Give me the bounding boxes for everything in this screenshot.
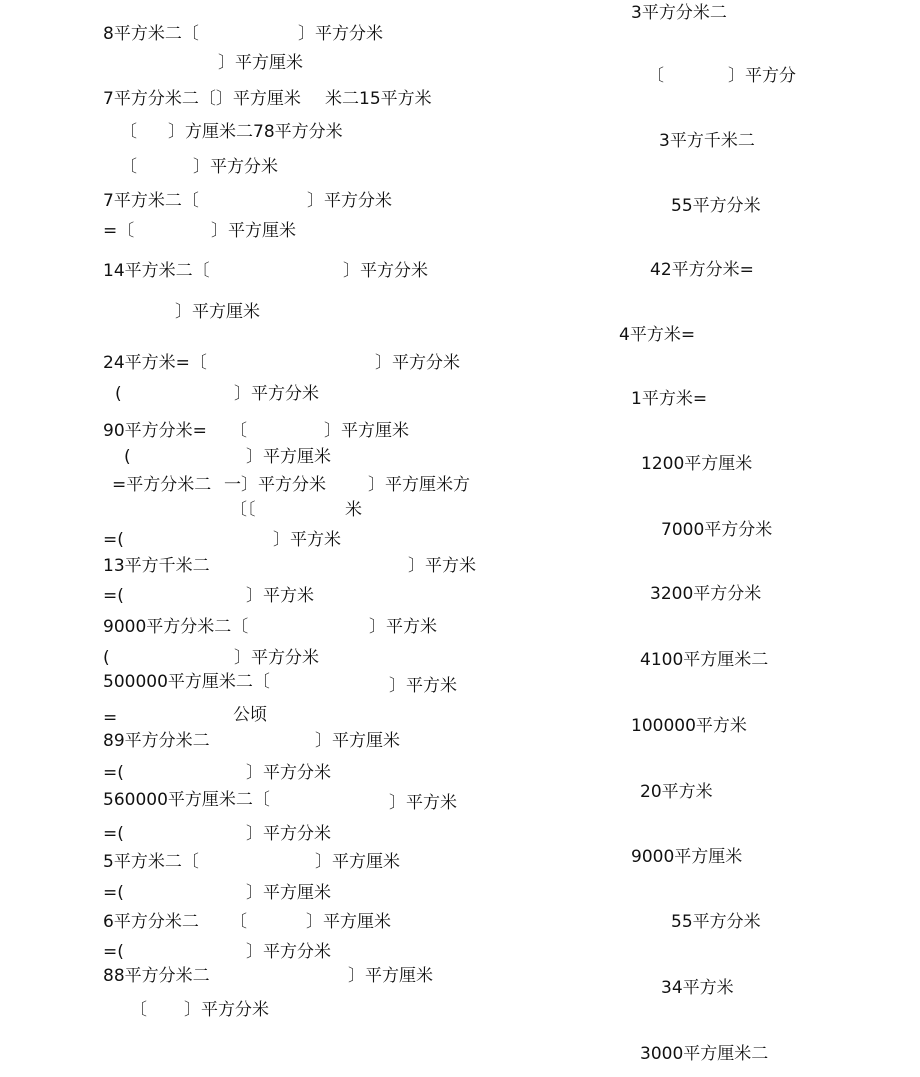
- left-text-9: 〕平方分米: [193, 157, 278, 177]
- left-text-14: 14平方米二〔: [103, 261, 210, 281]
- left-text-60: =(: [103, 942, 124, 962]
- right-text-17: 34平方米: [661, 978, 734, 998]
- left-text-57: 6平方分米二: [103, 912, 199, 932]
- right-text-13: 100000平方米: [631, 716, 747, 736]
- left-text-59: 〕平方厘米: [306, 912, 391, 932]
- left-text-19: (: [115, 384, 122, 404]
- left-text-29: 〔〔: [230, 500, 256, 520]
- right-text-7: 4平方米=: [619, 325, 696, 345]
- left-text-7: 〕方厘米二78平方分米: [168, 122, 343, 142]
- left-text-30: 米: [345, 500, 362, 520]
- right-text-4: 3平方千米二: [659, 131, 755, 151]
- left-text-40: 〕平方分米: [234, 648, 319, 668]
- right-text-6: 42平方分米=: [650, 260, 754, 280]
- left-text-22: 〔: [230, 421, 247, 441]
- right-text-16: 55平方分米: [671, 912, 761, 932]
- left-text-43: =: [103, 708, 118, 728]
- left-text-21: 90平方分米=: [103, 421, 207, 441]
- left-text-49: 560000平方厘米二〔: [103, 790, 270, 810]
- left-text-39: (: [103, 648, 110, 668]
- left-text-24: (: [124, 447, 131, 467]
- left-text-48: 〕平方分米: [246, 763, 331, 783]
- left-text-27: 一〕平方分米: [224, 475, 326, 495]
- left-text-32: 〕平方米: [273, 530, 341, 550]
- left-text-54: 〕平方厘米: [315, 852, 400, 872]
- left-text-10: 7平方米二〔: [103, 191, 199, 211]
- right-text-5: 55平方分米: [671, 196, 761, 216]
- right-text-12: 4100平方厘米二: [640, 650, 769, 670]
- left-text-51: =(: [103, 824, 124, 844]
- left-text-15: 〕平方分米: [343, 261, 428, 281]
- left-text-12: =〔: [103, 221, 135, 241]
- left-text-53: 5平方米二〔: [103, 852, 199, 872]
- left-text-16: 〕平方厘米: [175, 302, 260, 322]
- left-text-46: 〕平方厘米: [315, 731, 400, 751]
- left-text-3: 〕平方厘米: [218, 53, 303, 73]
- left-text-52: 〕平方分米: [246, 824, 331, 844]
- left-text-41: 500000平方厘米二〔: [103, 672, 270, 692]
- left-text-58: 〔: [230, 912, 247, 932]
- left-text-8: 〔: [120, 157, 137, 177]
- left-text-31: =(: [103, 530, 124, 550]
- left-text-28: 〕平方厘米方: [368, 475, 470, 495]
- left-text-26: =平方分米二: [112, 475, 212, 495]
- left-text-42: 〕平方米: [389, 676, 457, 696]
- left-text-4: 7平方分米二〔〕平方厘米: [103, 89, 301, 109]
- left-text-20: 〕平方分米: [234, 384, 319, 404]
- left-text-2: 〕平方分米: [298, 24, 383, 44]
- right-text-3: 〕平方分: [728, 66, 796, 86]
- left-text-1: 8平方米二〔: [103, 24, 199, 44]
- right-text-2: 〔: [647, 66, 664, 86]
- left-text-33: 13平方千米二: [103, 556, 210, 576]
- left-text-63: 〕平方厘米: [348, 966, 433, 986]
- left-text-18: 〕平方分米: [375, 353, 460, 373]
- right-text-18: 3000平方厘米二: [640, 1044, 769, 1064]
- right-text-11: 3200平方分米: [650, 584, 762, 604]
- left-text-62: 88平方分米二: [103, 966, 210, 986]
- left-text-38: 〕平方米: [369, 617, 437, 637]
- left-text-55: =(: [103, 883, 124, 903]
- right-text-8: 1平方米=: [631, 389, 708, 409]
- left-text-65: 〕平方分米: [184, 1000, 269, 1020]
- left-text-35: =(: [103, 586, 124, 606]
- right-text-1: 3平方分米二: [631, 3, 727, 23]
- right-text-14: 20平方米: [640, 782, 713, 802]
- left-text-34: 〕平方米: [408, 556, 476, 576]
- right-text-9: 1200平方厘米: [641, 454, 753, 474]
- left-text-37: 9000平方分米二〔: [103, 617, 249, 637]
- left-text-50: 〕平方米: [389, 793, 457, 813]
- left-text-64: 〔: [130, 1000, 147, 1020]
- left-text-6: 〔: [120, 122, 137, 142]
- right-text-10: 7000平方分米: [661, 520, 773, 540]
- left-text-61: 〕平方分米: [246, 942, 331, 962]
- left-text-11: 〕平方分米: [307, 191, 392, 211]
- left-text-5: 米二15平方米: [325, 89, 432, 109]
- left-text-56: 〕平方厘米: [246, 883, 331, 903]
- left-text-23: 〕平方厘米: [324, 421, 409, 441]
- left-text-36: 〕平方米: [246, 586, 314, 606]
- right-text-15: 9000平方厘米: [631, 847, 743, 867]
- left-text-45: 89平方分米二: [103, 731, 210, 751]
- left-text-25: 〕平方厘米: [246, 447, 331, 467]
- left-text-13: 〕平方厘米: [211, 221, 296, 241]
- left-text-17: 24平方米=〔: [103, 353, 207, 373]
- left-text-44: 公顷: [233, 705, 267, 725]
- left-text-47: =(: [103, 763, 124, 783]
